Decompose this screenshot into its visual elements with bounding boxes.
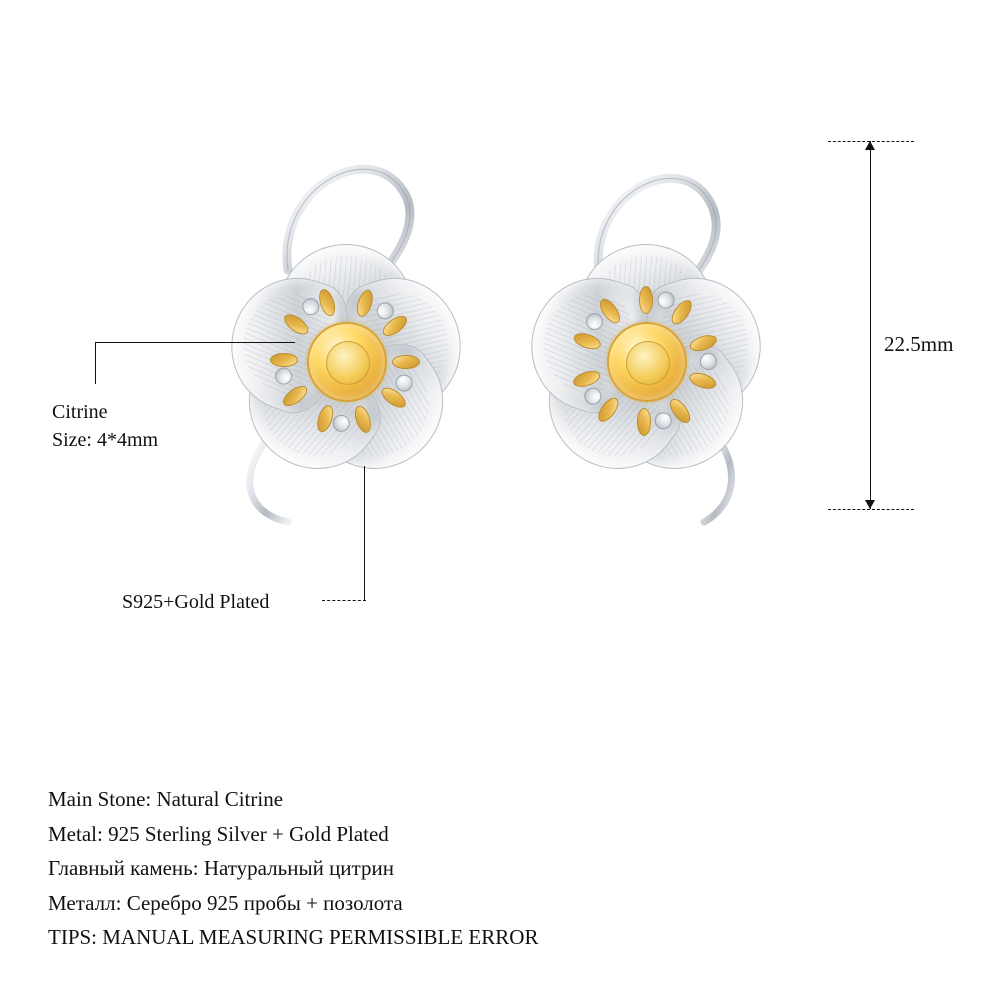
spec-line-tips: TIPS: MANUAL MEASURING PERMISSIBLE ERROR bbox=[48, 925, 539, 949]
specifications-block bbox=[48, 782, 948, 955]
callout-leader-material-dash bbox=[322, 600, 366, 601]
silver-bead bbox=[700, 353, 717, 370]
callout-material: S925+Gold Plated bbox=[122, 591, 270, 613]
callout-citrine-line1: Citrine bbox=[52, 401, 108, 423]
dimension-label: 22.5mm bbox=[884, 332, 954, 356]
height-dimension-marker bbox=[820, 135, 930, 515]
spec-line-metal-ru: Металл: Серебро 925 пробы + позолота bbox=[48, 890, 403, 915]
callout-citrine-line2: Size: 4*4mm bbox=[52, 429, 159, 451]
flower-head-right bbox=[500, 230, 790, 490]
dimension-arrow-up-icon bbox=[865, 141, 875, 150]
callout-leader-citrine-horizontal bbox=[95, 342, 295, 343]
spec-line-metal: Metal: 925 Sterling Silver + Gold Plated bbox=[48, 821, 389, 846]
gold-stamen bbox=[639, 286, 653, 314]
gold-stamen bbox=[637, 408, 651, 436]
earring-right bbox=[480, 110, 800, 540]
spec-line-main-stone-ru: Главный камень: Натуральный цитрин bbox=[48, 856, 394, 880]
citrine-gemstone bbox=[307, 322, 387, 402]
callout-leader-citrine-vertical bbox=[95, 342, 96, 384]
dimension-line bbox=[870, 141, 871, 509]
callout-leader-material-vertical bbox=[364, 466, 365, 600]
earring-left bbox=[180, 110, 500, 540]
gem-table bbox=[626, 341, 671, 386]
spec-line-main-stone: Main Stone: Natural Citrine bbox=[48, 787, 284, 811]
callout-citrine bbox=[52, 398, 158, 454]
citrine-gemstone bbox=[607, 322, 687, 402]
gold-stamen bbox=[270, 353, 298, 367]
dimension-arrow-down-icon bbox=[865, 500, 875, 509]
gold-stamen bbox=[392, 355, 420, 369]
product-illustration bbox=[180, 110, 820, 540]
flower-head-left bbox=[200, 230, 490, 490]
gem-table bbox=[326, 341, 371, 386]
dimension-tick-bottom bbox=[828, 509, 914, 510]
